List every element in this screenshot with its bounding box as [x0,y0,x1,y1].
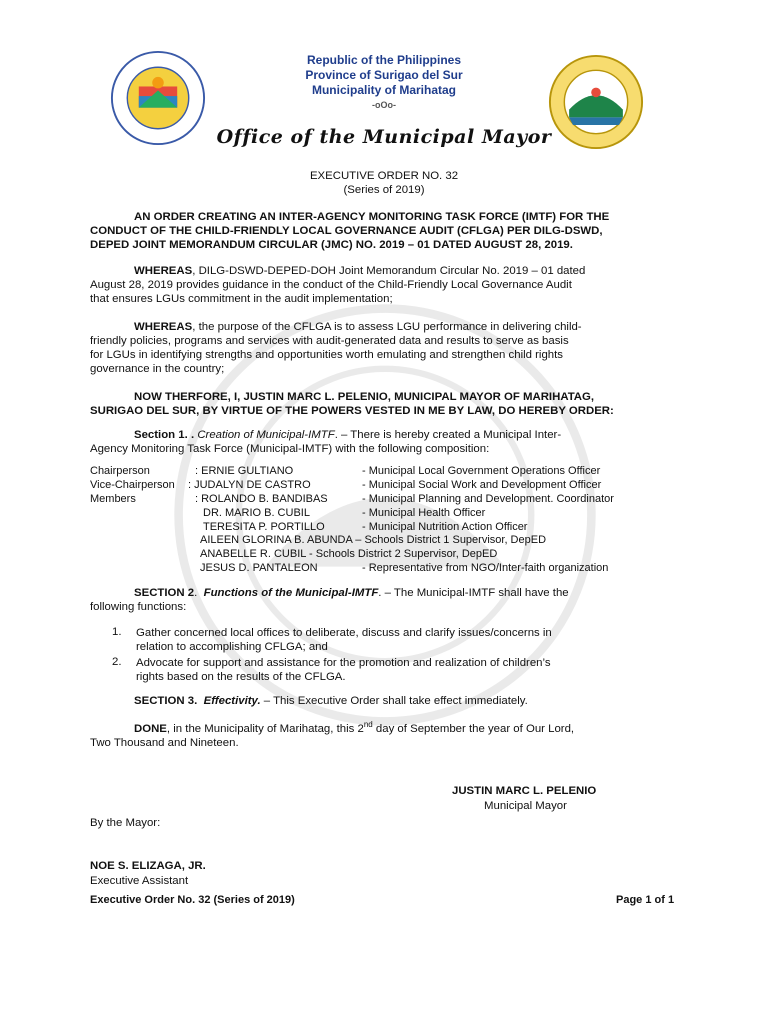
composition-member: TERESITA P. PORTILLO [203,521,325,533]
composition-role: Vice-Chairperson [90,479,175,491]
composition-member: : ERNIE GULTIANO [195,465,294,477]
order-series: (Series of 2019) [343,184,425,196]
function-item: Advocate for support and assistance for the promotion and realization of children’s rights based on the results of the CFLGA. [136,657,551,683]
function-item: Gather concerned local offices to deliberate, discuss and clarify issues/concerns in relation to accomplishing CFLGA; and [136,627,552,653]
assistant-title: Executive Assistant [90,875,189,887]
footer-page-number: Page 1 of 1 [616,894,675,906]
composition-member: AILEEN GLORINA B. ABUNDA – Schools District 1 Supervisor, DepED [200,534,547,546]
composition-desc: - Municipal Health Officer [362,507,486,519]
province-line: Province of Surigao del Sur [305,68,463,82]
header-ornament: -oOo- [372,100,396,110]
mayor-title: Municipal Mayor [484,800,567,812]
section-1: Section 1. . Creation of Municipal-IMTF. – There is hereby created a Municipal Inter- Agency Monitoring Task Force (Municipal-IMTF) with the following composition: [90,429,562,455]
composition-member: : JUDALYN DE CASTRO [188,479,311,491]
composition-desc: - Municipal Planning and Development. Coordinator [362,493,614,505]
composition-desc: - Municipal Nutrition Action Officer [362,521,528,533]
therefore-paragraph: NOW THERFORE, I, JUSTIN MARC L. PELENIO, MUNICIPAL MAYOR OF MARIHATAG, SURIGAO DEL SUR, BY VIRTUE OF THE POWERS VESTED IN ME BY LAW, DO HEREBY ORDER: [90,391,614,417]
composition-member: JESUS D. PANTALEON [200,562,318,574]
function-number: 1. [112,626,122,638]
composition-role: Members [90,493,136,505]
order-title: AN ORDER CREATING AN INTER-AGENCY MONITORING TASK FORCE (IMTF) FOR THE CONDUCT OF THE CHILD-FRIENDLY LOCAL GOVERNANCE AUDIT (CFLGA) PER DILG-DSWD, DEPED JOINT MEMORANDUM CIRCULAR (JMC) NO. 2019 – 01 DATED AUGUST 28, 2019. [90,211,610,251]
whereas-paragraph-1: WHEREAS, DILG-DSWD-DEPED-DOH Joint Memorandum Circular No. 2019 – 01 dated August 28, 2019 provides guidance in the conduct of the Child-Friendly Local Governance Audit that ensures LGUs commitment in the audit implementation; [90,265,586,305]
republic-line: Republic of the Philippines [306,53,461,67]
composition-member: ANABELLE R. CUBIL - Schools District 2 Supervisor, DepED [200,548,498,560]
function-number: 2. [112,656,122,668]
office-title: Office of the Municipal Mayor [216,126,552,148]
by-the-mayor: By the Mayor: [90,817,161,829]
footer-reference: Executive Order No. 32 (Series of 2019) [90,894,295,906]
section-2: SECTION 2. Functions of the Municipal-IMTF. – The Municipal-IMTF shall have the following functions: [90,587,569,613]
composition-role: Chairperson [90,465,150,477]
assistant-name: NOE S. ELIZAGA, JR. [90,860,206,872]
composition-member: : ROLANDO B. BANDIBAS [195,493,328,505]
section-3: SECTION 3. Effectivity. – This Executive Order shall take effect immediately. [134,695,528,707]
composition-desc: - Municipal Local Government Operations Officer [362,465,601,477]
whereas-paragraph-2: WHEREAS, the purpose of the CFLGA is to assess LGU performance in delivering child- friendly policies, programs and services with audit-generated data and results to serve as basis for LGUs in identifying strengths and opportunities worth emulating and strengthen child rights governance in the country; [90,321,582,375]
mayor-name: JUSTIN MARC L. PELENIO [452,785,597,797]
order-number: EXECUTIVE ORDER NO. 32 [309,170,459,182]
composition-member: DR. MARIO B. CUBIL [203,507,310,519]
done-paragraph: DONE, in the Municipality of Marihatag, this 2nd day of September the year of Our Lord, Two Thousand and Nineteen. [90,720,575,749]
composition-desc: - Municipal Social Work and Development Officer [362,479,602,491]
municipality-line: Municipality of Marihatag [311,83,456,97]
composition-desc: - Representative from NGO/Inter-faith organization [362,562,609,574]
